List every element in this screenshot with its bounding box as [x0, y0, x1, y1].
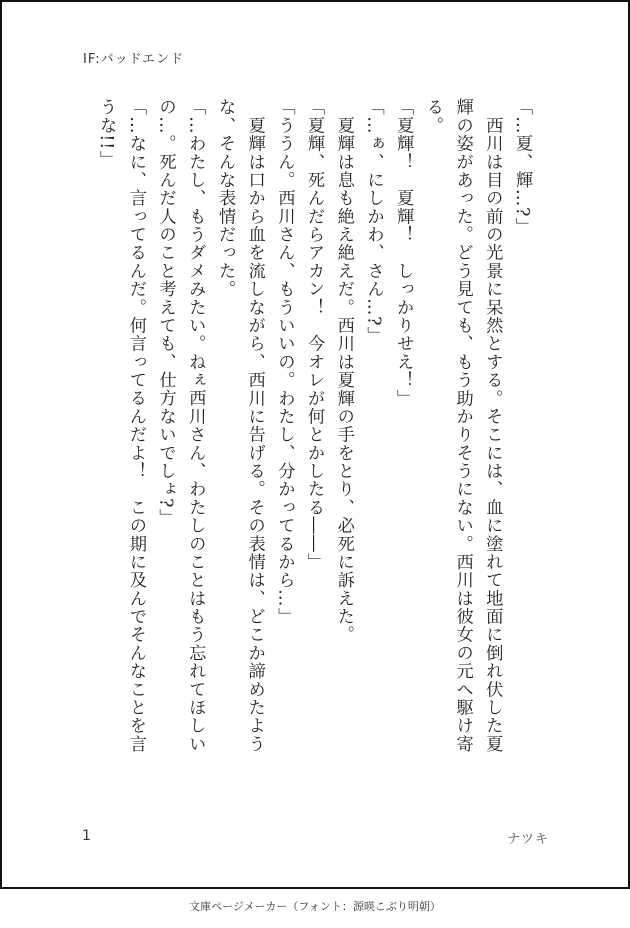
author-name: ナツキ	[507, 832, 549, 847]
text-line: の…。死んだ人のこと考えても、仕方ないでしょ?」	[155, 98, 176, 527]
text-line: 「…わたし、もうダメみたい。ねぇ西川さん、わたしのことはもう忘れてほしい	[185, 98, 206, 753]
text-line: 「夏輝！ 夏輝！ しっかりせえ！」	[393, 98, 414, 408]
text-line: 「…夏、輝…?」	[512, 98, 532, 236]
text-line: な、そんな表情だった。	[214, 98, 235, 299]
text-line: 西川は目の前の光景に呆然とする。そこには、血に塗れて地面に倒れ伏した夏	[482, 98, 503, 753]
text-line: 「ううん。西川さん、もういいの。わたし、分かってるから…」	[274, 98, 295, 626]
chapter-title: IF:バッドエンド	[83, 52, 185, 67]
vertical-body-text	[66, 98, 536, 778]
text-line: る。	[422, 98, 443, 135]
text-line: 「…なに、言ってるんだ。何言ってるんだよ！ この期に及んでそんなことを言	[125, 98, 146, 753]
page-number: 1	[82, 828, 91, 844]
text-line: うな!!」	[96, 98, 117, 169]
text-line: 「…ぁ、にしかわ、さん…?」	[363, 98, 384, 345]
text-line: 夏輝は息も絶え絶えだ。西川は夏輝の手をとり、必死に訴えた。	[333, 98, 354, 644]
text-line: 「夏輝、死んだらアカン！ 今オレが何とかしたる――」	[304, 98, 325, 571]
text-line: 夏輝は口から血を流しながら、西川に告げる。その表情は、どこか諦めたよう	[244, 98, 265, 753]
generator-credit: 文庫ページメーカー（フォント：源暎こぶり明朝）	[189, 900, 441, 913]
text-line: 輝の姿があった。どう見ても、もう助かりそうにない。西川は彼女の元へ駆け寄	[452, 98, 473, 753]
